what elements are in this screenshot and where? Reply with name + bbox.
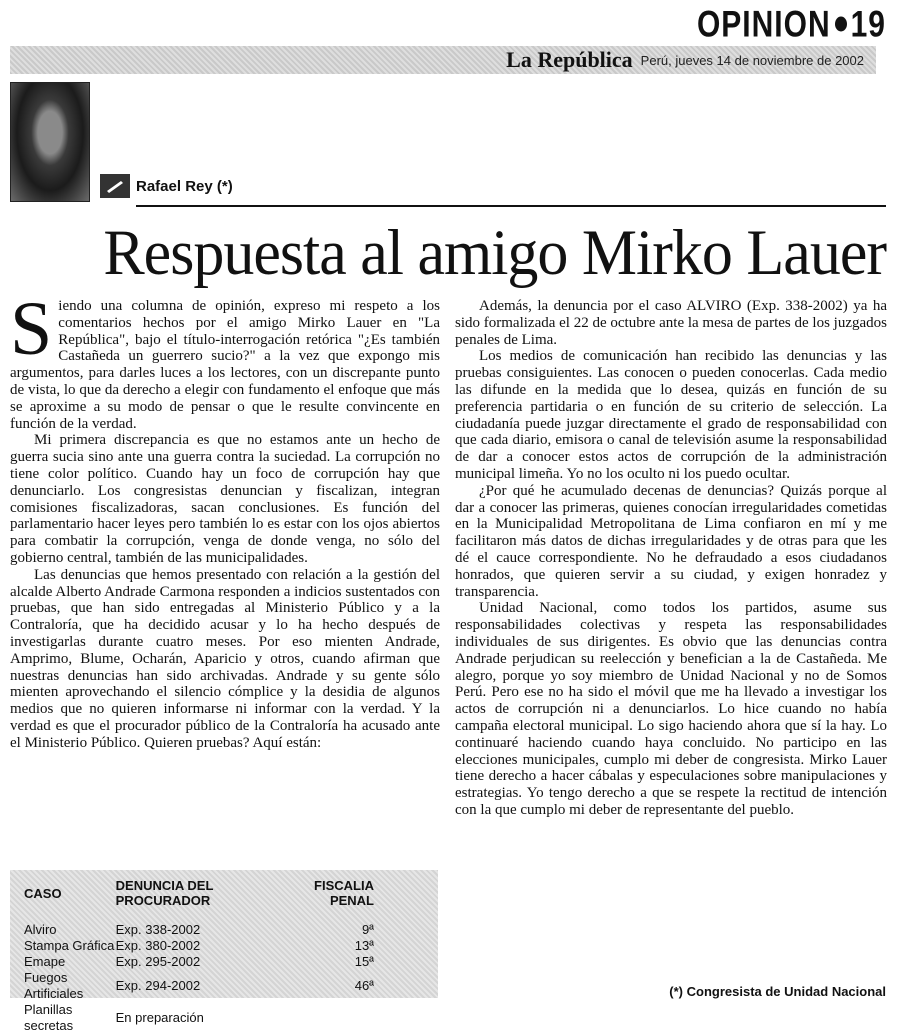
paragraph: Además, la denuncia por el caso ALVIRO (Exp. 338-2002) ya ha sido formalizada el 22 de octubre ante la mesa de partes de los juzgados penales de Lima.	[455, 298, 887, 348]
case-name: Emape	[24, 954, 66, 969]
column-header: CASO	[24, 885, 62, 901]
column-header: DENUNCIA DEL PROCURADOR	[115, 878, 214, 908]
paragraph: Mi primera discrepancia es que no estamos ante un hecho de guerra sucia sino ante una guerra contra la suciedad. La corrupción no tiene color político. Cuando hay un foco de corrupción hay que denunciarlo. Los congresistas denuncian y fiscalizan, integran comisiones fiscalizadoras, sacan conclusiones. Es función del parlamentario hacer leyes pero también lo es estar con los ojos abiertos para combatir la corrupción, venga de donde venga, no sólo del gobierno central, también de las municipalidades.	[10, 432, 440, 566]
case-name: Alviro	[24, 922, 57, 937]
paragraph	[10, 287, 440, 432]
bullet-icon	[835, 17, 847, 32]
section-header	[697, 4, 886, 47]
column-header: FISCALIA PENAL	[314, 878, 374, 908]
dateline: Perú, jueves 14 de noviembre de 2002	[640, 52, 864, 68]
right-column	[455, 298, 887, 819]
case-fiscalia: 13ª	[354, 938, 374, 953]
author-footnote: (*) Congresista de Unidad Nacional	[669, 984, 886, 999]
paragraph: Unidad Nacional, como todos los partidos, asume sus responsabilidades colectivas y respeta las responsabilidades individuales de sus dirigentes. Es obvio que las denuncias contra Andrade perjudican su reelección y benefician a la de Castañeda. Me alegro, porque yo soy miembro de Unidad Nacional y no de Somos Perú. Pero ese no ha sido el móvil que me ha llevado a investigar los actos de corrupción ni a denunciarlos. Lo hice cuando no había campaña electoral municipal. Lo sigo haciendo ahora que sí la hay. Lo continuaré haciendo cuando haya concluido. No participo en las elecciones municipales, cumplo mi deber de congresista. Mirko Lauer tiene derecho a hacer cábalas y especulaciones sobre manipulaciones y estrategias. Yo tengo derecho a que se respete la rectitud de intención con la que cumplo mi deber de representante del pueblo.	[455, 600, 887, 818]
page-number: 19	[850, 4, 886, 46]
case-name: Planillas secretas	[24, 1002, 74, 1033]
table-row	[24, 938, 424, 954]
section-name: OPINION	[696, 4, 831, 46]
masthead-bar	[10, 46, 876, 74]
case-fiscalia: 15ª	[354, 954, 374, 969]
case-file: En preparación	[115, 1010, 204, 1025]
paragraph-text: iendo una columna de opinión, expreso mi respeto a los comentarios hechos por el amigo Mirko Lauer en "La República", bajo el título-interrogación retórica "¿Es también Castañeda un guerrero sucio?" a la vez que expongo mis argumentos, para darles luces a los lectores, con un discrepante punto de vista, lo que da derecho a elegir con fundamento el enfoque que más se aproxime a su modo de pensar o que le resulte convincente en función de la verdad.	[10, 298, 440, 432]
table-row	[24, 970, 424, 1002]
case-fiscalia: 46ª	[354, 978, 374, 993]
table-row	[24, 922, 424, 938]
left-column	[10, 287, 440, 752]
table-row	[24, 1002, 424, 1034]
headline: Respuesta al amigo Mirko Lauer	[103, 217, 886, 289]
divider	[136, 205, 886, 207]
newspaper-name: La República	[506, 47, 633, 72]
case-file: Exp. 380-2002	[115, 938, 201, 953]
case-table	[10, 870, 438, 1033]
table-header-row	[24, 878, 424, 922]
case-file: Exp. 338-2002	[115, 922, 201, 937]
author-photo	[10, 82, 90, 202]
pen-icon	[100, 174, 130, 198]
paragraph: Los medios de comunicación han recibido las denuncias y las pruebas consiguientes. Las conocen o pueden conocerlas. Cada medio las difunde en la medida que lo desea, quizás en función de su preferencia partidaria o en función de su criterio de selección. La ciudadanía puede juzgar directamente el grado de responsabilidad con que cada diario, emisora o canal de televisión asume la responsabilidad de dar a conocer estos actos de corrupción de la administración municipal limeña. Yo no los oculto ni los puedo ocultar.	[455, 348, 887, 482]
paragraph: ¿Por qué he acumulado decenas de denuncias? Quizás porque al dar a conocer las primeras, quienes conocían irregularidades cometidas en la Municipalidad Metropolitana de Lima confiaron en mí y me facilitaron más datos de dichas irregularidades y de otras para que les dé el cauce correspondiente. No he defraudado a esos ciudadanos honrados, que quieren servir a su ciudad, y exigen honradez y transparencia.	[455, 482, 887, 600]
case-name: Fuegos Artificiales	[24, 970, 84, 1001]
author-byline: Rafael Rey (*)	[136, 178, 233, 195]
case-fiscalia	[281, 1002, 424, 1034]
paragraph: Las denuncias que hemos presentado con relación a la gestión del alcalde Alberto Andrade Carmona responden a indicios sustentados con pruebas, que han sido entregadas al Ministerio Público y a la Contraloría, que ha decidido acusar y lo ha hecho después de investigarlas durante cuatro meses. Por eso mienten Andrade, Amprimo, Blume, Ocharán, Aparicio y otros, cuando afirman que nuestras denuncias han sido archivadas. Andrade y su gente sólo mienten aprovechando el silencio cómplice y la desidia de algunos medios que no quieren informarse ni informar con la verdad. Y la verdad es que el procurador público de la Contraloría ha acusado ante el Ministerio Público. Quieren pruebas? Aquí están:	[10, 566, 440, 751]
table-row	[24, 954, 424, 970]
case-name: Stampa Gráfica	[24, 938, 115, 953]
case-fiscalia: 9ª	[361, 922, 374, 937]
case-file: Exp. 294-2002	[115, 978, 201, 993]
drop-cap: S	[10, 287, 53, 371]
case-file: Exp. 295-2002	[115, 954, 201, 969]
